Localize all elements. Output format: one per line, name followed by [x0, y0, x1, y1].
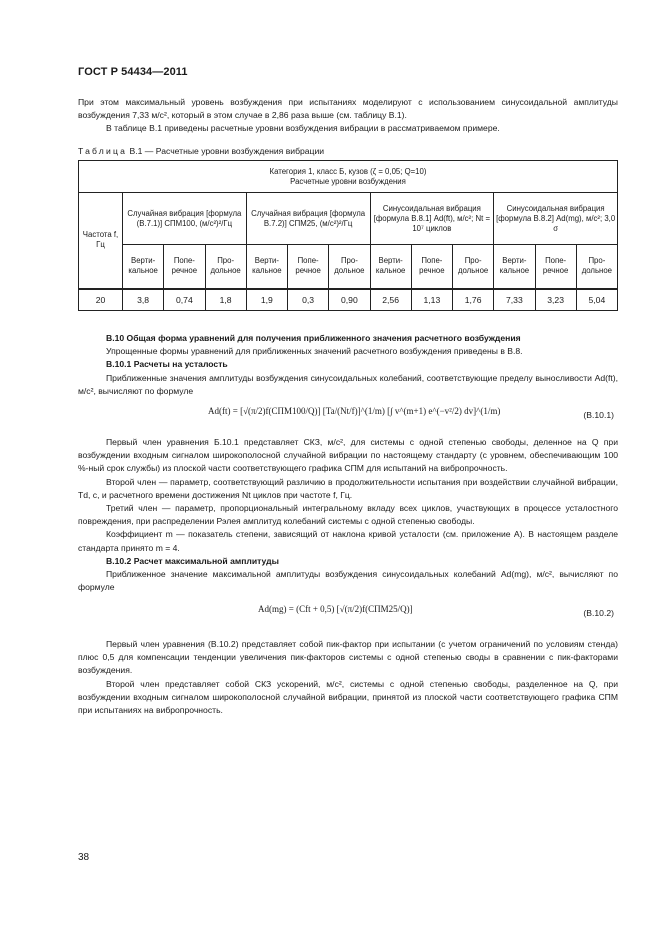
table-group-header-1: Случайная вибрация [формула (В.7.1)] СПМ100, (м/с²)²/Гц [123, 193, 247, 245]
table-cell-frequency: 20 [79, 289, 123, 311]
table-subheader: Про-дольное [205, 245, 246, 289]
table-cell: 0,74 [164, 289, 205, 311]
table-caption-word: Таблица [78, 146, 128, 156]
table-frequency-header: Частота f, Гц [79, 193, 123, 289]
table-subheader: Верти-кальное [370, 245, 411, 289]
table-category-line1: Категория 1, класс Б, кузов (ζ = 0,05; Q=10) [269, 166, 427, 176]
table-caption [78, 146, 324, 156]
table-cell: 2,56 [370, 289, 411, 311]
table-subheader: Про-дольное [576, 245, 617, 289]
equation-b10-1-body: Ad(ft) = [√(π/2)f(СПМ100/Q)] [Ta/(Nt/f)]^(1/m) [∫ v^(m+1) e^(−v²/2) dv]^(1/m) [208, 406, 501, 416]
document-header: ГОСТ Р 54434—2011 [78, 66, 188, 78]
table-subheader: Попе-речное [288, 245, 329, 289]
table-cell: 7,33 [494, 289, 535, 311]
explanation-paragraph-6: Второй член представляет собой СКЗ ускорений, м/с², системы с одной степенью свободы, разделенное на Q, при возбуждении входным сигналом широкополосной случайной вибрации, принятой из плоской части соответствующего графика СПМ при испытаниях на вибропрочность. [78, 678, 618, 716]
section-b10 [78, 332, 618, 398]
subsection-b10-2-paragraph: Приближенное значение максимальной амплитуды возбуждения синусоидальных колебаний Ad(mg), м/с², вычисляют по формуле [78, 569, 618, 593]
table-group-header-2: Случайная вибрация [формула В.7.2)] СПМ25, (м/с²)²/Гц [246, 193, 370, 245]
table-subheader: Про-дольное [453, 245, 494, 289]
table-cell: 1,8 [205, 289, 246, 311]
intro-paragraph-1: При этом максимальный уровень возбуждения при испытаниях моделируют с использованием синусоидальной амплитуды возбуждения 7,33 м/с², который в этом случае в 2,86 раза выше (см. таблицу В.1). [78, 97, 618, 121]
intro-block [78, 96, 618, 136]
table-caption-text: В.1 — Расчетные уровни возбуждения вибрации [129, 146, 325, 156]
table-cell: 0,3 [288, 289, 329, 311]
section-b10-1-explanation [78, 436, 618, 594]
excitation-levels-table [78, 160, 618, 311]
table-cell: 3,23 [535, 289, 576, 311]
table-subheader: Попе-речное [164, 245, 205, 289]
page-number: 38 [78, 852, 90, 863]
equation-b10-2 [78, 598, 618, 628]
table-row [79, 289, 618, 311]
table-group-header-3: Синусоидальная вибрация [формула В.8.1] Ad(ft), м/с²; Nt = 10⁷ циклов [370, 193, 494, 245]
table-cell: 0,90 [329, 289, 370, 311]
table-subheader: Про-дольное [329, 245, 370, 289]
section-b10-intro: Упрощенные формы уравнений для приближенных значений расчетного возбуждения приведены в В.8. [106, 346, 523, 357]
table-cell: 1,76 [453, 289, 494, 311]
table-cell: 5,04 [576, 289, 617, 311]
section-b10-2-explanation [78, 638, 618, 717]
section-b10-title: В.10 Общая форма уравнений для получения приближенного значения расчетного возбуждения [106, 333, 521, 343]
table-subheader: Верти-кальное [494, 245, 535, 289]
equation-b10-2-number: (В.10.2) [583, 608, 614, 618]
table-subheader: Верти-кальное [123, 245, 164, 289]
table-subheader: Верти-кальное [246, 245, 287, 289]
table-cell: 3,8 [123, 289, 164, 311]
intro-paragraph-2: В таблице В.1 приведены расчетные уровни возбуждения вибрации в рассматриваемом примере. [106, 123, 500, 134]
table-subheader: Попе-речное [535, 245, 576, 289]
explanation-paragraph-5: Первый член уравнения (В.10.2) представляет собой пик-фактор при испытании (с учетом ограничений по условиям стенда) плюс 0,5 для компенсации тенденции увеличения пик-факторов системы с одной степенью своды в сравнении с пик-факторами возбуждения. [78, 639, 618, 676]
subsection-b10-1-paragraph: Приближенные значения амплитуды возбуждения синусоидальных колебаний, соответствующие пределу выносливости Ad(ft), м/с², вычисляют по формуле [78, 372, 618, 396]
explanation-paragraph-4: Коэффициент m — показатель степени, зависящий от наклона кривой усталости (см. приложение А). В настоящем разделе стандарта принято m = 4. [78, 529, 618, 553]
table-subheader: Попе-речное [411, 245, 452, 289]
table-category-line2: Расчетные уровни возбуждения [290, 176, 406, 186]
subsection-b10-1-title: В.10.1 Расчеты на усталость [106, 359, 228, 370]
equation-b10-2-body: Ad(mg) = (Cft + 0,5) [√(π/2)f(СПМ25/Q)] [258, 604, 413, 614]
equation-b10-1 [78, 400, 618, 430]
explanation-paragraph-1: Первый член уравнения Б.10.1 представляет СКЗ, м/с², для системы с одной степенью свободы, деленное на Q при возбуждении входным сигналом широкополосной случайной вибрации по настоящему стандарту (с уровнем, обеспечивающим 100 %-ный срок службы) из плоской части соответствующего графика СПМ для испытаний на вибропрочность. [78, 437, 618, 474]
table-cell: 1,9 [246, 289, 287, 311]
equation-b10-1-number: (В.10.1) [583, 410, 614, 420]
explanation-paragraph-3: Третий член — параметр, пропорциональный интегральному вкладу всех циклов, участвующих в процессе усталостного повреждения, при распределении Рэлея амплитуд колебаний системы с одной степенью свободы. [78, 503, 618, 527]
subsection-b10-2-title: В.10.2 Расчет максимальной амплитуды [106, 555, 279, 566]
table-group-header-4: Синусоидальная вибрация [формула В.8.2] Ad(mg), м/с²; 3,0 σ [494, 193, 618, 245]
table-cell: 1,13 [411, 289, 452, 311]
table-category-cell [79, 161, 618, 193]
explanation-paragraph-2: Второй член — параметр, соответствующий различию в продолжительности испытания при воздействии случайной вибрации, Td, с, и расчетного времени достижения Nt циклов при частоте f, Гц. [78, 476, 618, 500]
